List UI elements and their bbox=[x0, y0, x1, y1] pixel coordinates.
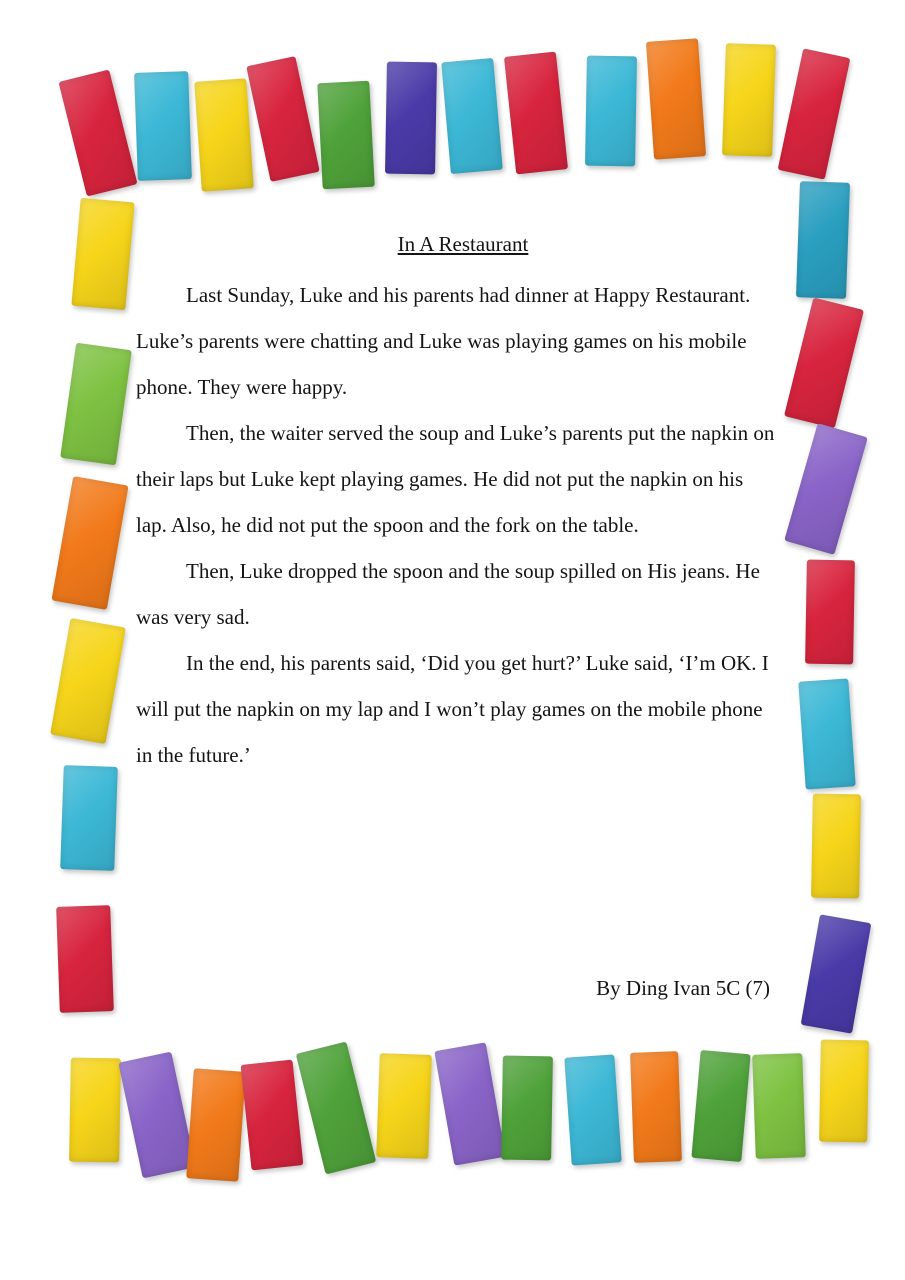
paragraph: In the end, his parents said, ‘Did you get hurt?’ Luke said, ‘I’m OK. I will put the napkin on my lap and I won’t play games on the mobile phone in the future.’ bbox=[136, 651, 769, 767]
block-orange bbox=[630, 1051, 682, 1163]
block-yellow bbox=[50, 618, 126, 744]
block-purple bbox=[434, 1042, 505, 1165]
block-indigo bbox=[385, 62, 437, 175]
block-green bbox=[501, 1056, 553, 1161]
block-purple bbox=[118, 1052, 195, 1179]
block-yellow bbox=[194, 78, 254, 191]
story-title: In A Restaurant bbox=[397, 232, 529, 256]
story-text bbox=[136, 228, 776, 1000]
block-cyan bbox=[585, 56, 637, 167]
block-orange bbox=[646, 38, 706, 159]
paragraph: Last Sunday, Luke and his parents had dinner at Happy Restaurant. Luke’s parents were chatting and Luke was playing games on his mobile phone. They were happy. bbox=[136, 283, 751, 399]
block-green bbox=[691, 1050, 750, 1162]
block-yellow bbox=[69, 1058, 121, 1163]
block-orange bbox=[51, 476, 128, 610]
block-red bbox=[805, 560, 855, 665]
block-cyan bbox=[441, 58, 503, 174]
block-green bbox=[296, 1042, 376, 1175]
block-indigo bbox=[801, 914, 872, 1033]
block-yellow bbox=[722, 43, 776, 157]
block-yellow bbox=[71, 198, 134, 310]
block-red bbox=[241, 1060, 304, 1171]
block-lime bbox=[60, 343, 132, 466]
block-cyan bbox=[564, 1054, 621, 1165]
block-lime bbox=[752, 1053, 806, 1159]
block-red bbox=[56, 905, 114, 1013]
paragraph: Then, Luke dropped the spoon and the soup spilled on His jeans. He was very sad. bbox=[136, 559, 760, 629]
block-yellow bbox=[819, 1040, 869, 1143]
block-yellow bbox=[376, 1053, 432, 1159]
block-red bbox=[504, 52, 568, 175]
block-green bbox=[317, 81, 374, 190]
block-red bbox=[784, 298, 864, 429]
block-red bbox=[778, 48, 851, 179]
block-purple bbox=[784, 423, 868, 555]
block-red bbox=[246, 56, 319, 182]
block-cyan bbox=[798, 678, 855, 789]
block-red bbox=[58, 69, 137, 196]
block-cyan bbox=[60, 765, 118, 871]
paragraph: Then, the waiter served the soup and Luke’s parents put the napkin on their laps but Luke kept playing games. He did not put the napkin on his lap. Also, he did not put the spoon and the fork on the table. bbox=[136, 421, 775, 537]
block-orange bbox=[186, 1068, 246, 1181]
block-teal bbox=[796, 181, 850, 299]
block-cyan bbox=[134, 71, 192, 181]
block-yellow bbox=[811, 794, 861, 899]
author-byline: By Ding Ivan 5C (7) bbox=[596, 976, 770, 1000]
